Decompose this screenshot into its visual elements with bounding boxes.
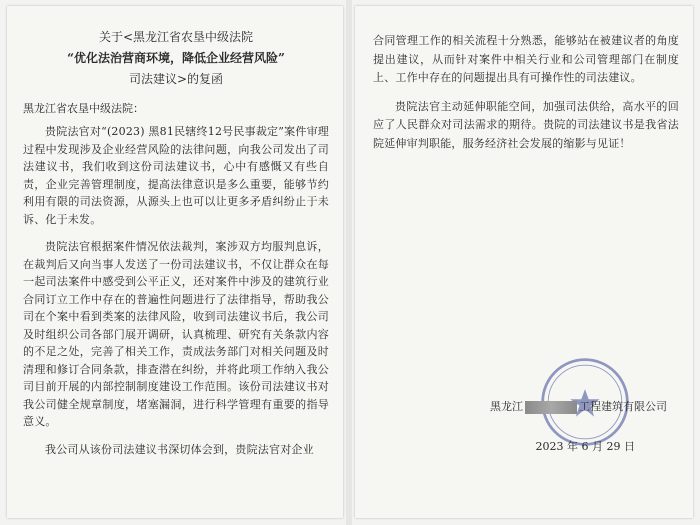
paragraph-2: 贵院法官根据案件情况依法裁判，案涉双方均服判息诉，在裁判后又向当事人发送了一份司法建议书，不仅让群众在每一起司法案件中感受到公平正义，还对案件中涉及的建筑行业合同订立工作中存在的普遍性问题进行了法律指导，帮助我公司在个案中看到类案的法律风险，收到司法建议书后，我公司及时组织公司各部门展开调研，认真梳理、研究有关条款内容的不足之处，完善了相关工作，责成法务部门对相关问题及时清理和修订合同条款，排查潜在纠纷，并将此项工作纳入我公司目前开展的内部控制制度建设工作范围。该份司法建议书对我公司健全规章制度，堵塞漏洞，进行科学管理有重要的指导意义。 <box>23 240 329 428</box>
redaction-bar <box>525 401 577 414</box>
paragraph-3: 我公司从该份司法建议书深切体会到，贵院法官对企业 <box>45 442 314 456</box>
letter-title-line-1: 关于<黑龙江省农垦中级法院 <box>98 30 254 44</box>
signer-name <box>490 398 667 414</box>
letter-title-line-3: 司法建议>的复函 <box>128 72 224 86</box>
letter-date: 2023 年 6 月 29 日 <box>535 440 635 453</box>
signer-prefix: 黑龙江 <box>490 400 523 413</box>
paragraph-1: 贵院法官对“(2023) 黑81民辖终12号民事裁定”案件审理过程中发现涉及企业经营风险的法律问题，向我公司发出了司法建议书，我们收到这份司法建议书，心中有感慨又有些自责，企业完善管理制度，提高法律意识是多么重要，能够节约利用有限的司法资源，从源头上也可以让更多矛盾纠纷止于未诉、化于未发。 <box>23 125 329 226</box>
paragraph-4: 贵院法官主动延伸职能空间，加强司法供给，高水平的回应了人民群众对司法需求的期待。贵院的司法建议书是我省法院延伸审判职能，服务经济社会发展的缩影与见证！ <box>373 99 679 150</box>
signature-area <box>373 358 679 453</box>
signer-suffix: 工程建筑有限公司 <box>579 400 667 413</box>
page-gutter <box>346 0 352 525</box>
letter-page-left <box>7 6 343 518</box>
letter-page-right <box>355 6 693 518</box>
paragraph-continued: 合同管理工作的相关流程十分熟悉，能够站在被建议者的角度提出建议，从而针对案件中相关行业和公司管理部门在制度上、工作中存在的问题提出具有可操作性的司法建议。 <box>373 34 679 84</box>
letter-title-line-2: “优化法治营商环境，降低企业经营风险” <box>67 51 285 65</box>
salutation: 黑龙江省农垦中级法院： <box>23 102 144 115</box>
